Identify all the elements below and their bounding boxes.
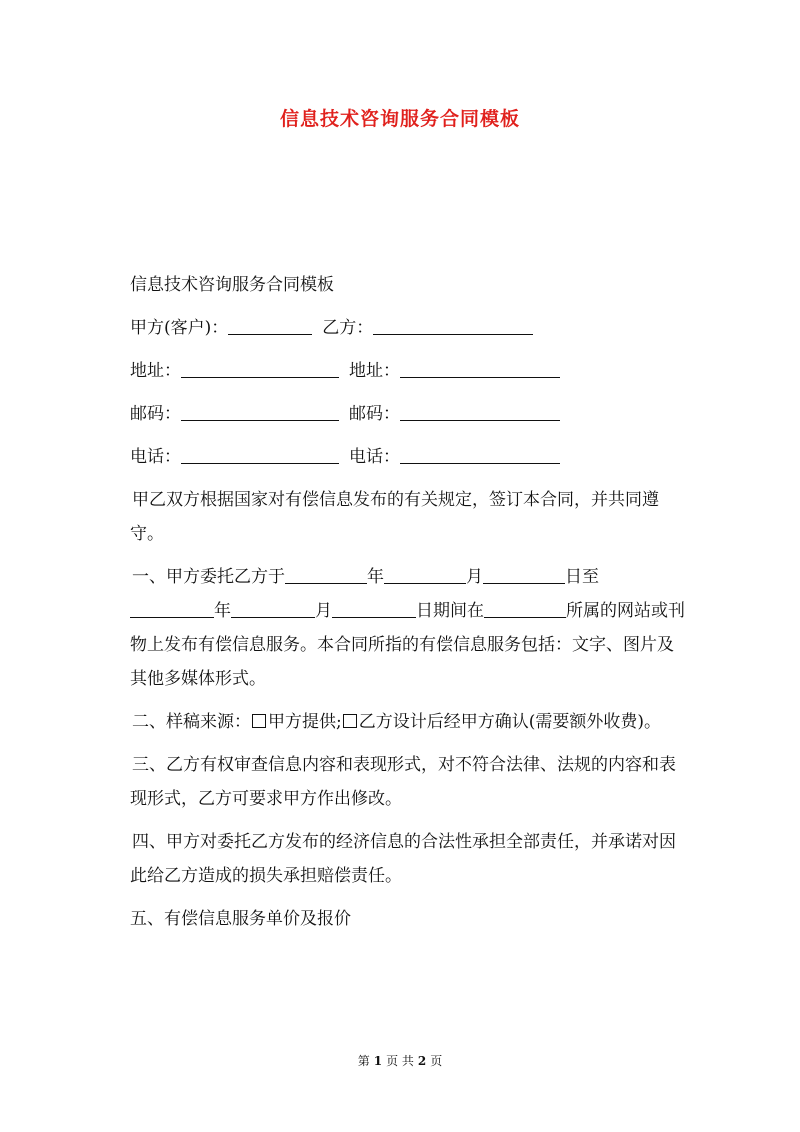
postcode-blank-a: [181, 402, 339, 421]
footer-page-pre: 第: [357, 1054, 370, 1068]
clause-1-period: 日期间在: [416, 601, 484, 621]
clause-4: 四、甲方对委托乙方发布的经济信息的合法性承担全部责任，并承诺对因此给乙方造成的损失承担赔偿责任。: [130, 832, 676, 886]
footer-page-post: 页: [430, 1054, 443, 1068]
clause-1-venue-blank: [484, 599, 566, 618]
clause-2: [120, 705, 686, 739]
page-footer: [0, 1052, 800, 1069]
clause-1-month2-blank: [231, 599, 315, 618]
clause-3: 三、乙方有权审查信息内容和表现形式，对不符合法律、法规的内容和表现形式，乙方可要求甲方作出修改。: [130, 755, 676, 809]
clause-5: 五、有偿信息服务单价及报价: [130, 909, 351, 929]
party-a-blank: [228, 316, 312, 335]
phone-blank-b: [400, 445, 560, 464]
clause-1-year2-blank: [130, 599, 214, 618]
postcode-label-b: 邮码：: [349, 404, 400, 424]
clause-1-month: 月: [466, 567, 483, 587]
clause-1-prefix: 一、甲方委托乙方于: [132, 567, 285, 587]
postcode-line: [120, 397, 686, 431]
phone-line: [120, 440, 686, 474]
clause-1-day-blank: [483, 565, 565, 584]
address-line: [120, 354, 686, 388]
clause-2-option-1: 甲方提供;: [268, 712, 342, 732]
address-blank-a: [181, 359, 339, 378]
clause-1-month-blank: [384, 565, 466, 584]
clause-1-year-blank: [285, 565, 367, 584]
clause-1-day-to: 日至: [565, 567, 599, 587]
clause-1-day2-blank: [332, 599, 416, 618]
party-a-label: 甲方(客户)：: [130, 318, 229, 338]
postcode-label-a: 邮码：: [130, 404, 181, 424]
party-line: [120, 311, 686, 345]
phone-label-a: 电话：: [130, 447, 181, 467]
party-b-label: 乙方：: [322, 318, 374, 338]
checkbox-option-2[interactable]: [343, 714, 357, 728]
clause-2-prefix: 二、样稿来源：: [132, 712, 251, 732]
clause-1-year2: 年: [214, 601, 231, 621]
document-title: 信息技术咨询服务合同模板: [279, 108, 520, 130]
footer-page-total: 2: [417, 1054, 427, 1068]
footer-page-mid: 页 共: [386, 1054, 414, 1068]
document-body: [120, 268, 686, 936]
phone-label-b: 电话：: [349, 447, 400, 467]
address-label-b: 地址：: [349, 361, 400, 381]
clause-1-year: 年: [367, 567, 384, 587]
clause-2-option-2: 乙方设计后经甲方确认(需要额外收费)。: [358, 712, 661, 732]
phone-blank-a: [181, 445, 339, 464]
intro-paragraph: 甲乙双方根据国家对有偿信息发布的有关规定，签订本合同，并共同遵守。: [130, 490, 659, 544]
clause-1-month2: 月: [315, 601, 332, 621]
checkbox-option-1[interactable]: [252, 714, 266, 728]
clause-1-rest: 所属的网站或刊物上发布有偿信息服务。本合同所指的有偿信息服务包括：文字、图片及其他多媒体形式。: [130, 601, 685, 689]
address-blank-b: [400, 359, 560, 378]
postcode-blank-b: [400, 402, 560, 421]
address-label-a: 地址：: [130, 361, 181, 381]
clause-1: [120, 560, 686, 696]
party-b-blank: [373, 316, 533, 335]
footer-page-current: 1: [373, 1054, 383, 1068]
document-heading: 信息技术咨询服务合同模板: [130, 275, 334, 295]
